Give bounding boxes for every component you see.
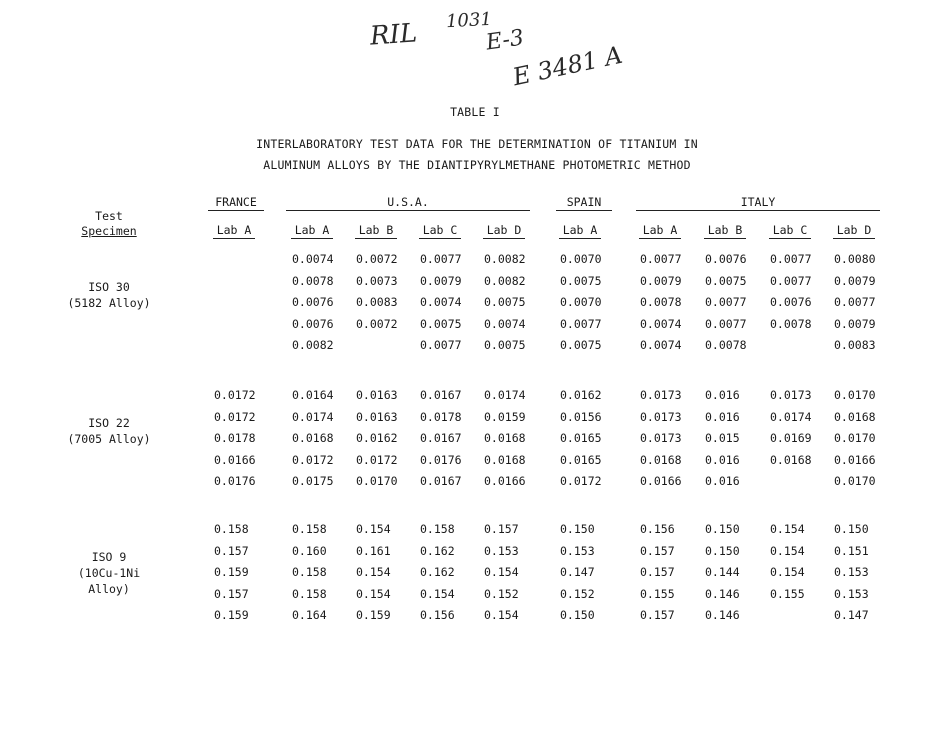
specimen-name: ISO 9 xyxy=(91,550,127,564)
table-cell: 0.0167 xyxy=(420,431,462,445)
table-cell: 0.0165 xyxy=(560,452,602,467)
table-cell: 0.0077 xyxy=(560,316,602,331)
table-cell: 0.157 xyxy=(640,565,675,579)
table-cell: 0.016 xyxy=(705,452,740,467)
table-cell: 0.0072 xyxy=(356,316,398,331)
table-cell: 0.0077 xyxy=(420,338,462,352)
table-cell: 0.155 xyxy=(770,586,805,601)
table-cell: 0.0168 xyxy=(640,452,682,467)
table-cell: 0.154 xyxy=(356,565,391,579)
table-cell: 0.0076 xyxy=(292,316,334,331)
table-cell: 0.157 xyxy=(214,543,249,558)
table-cell: 0.162 xyxy=(420,543,455,558)
table-cell: 0.0164 xyxy=(292,388,334,402)
specimen-name: ISO 22 xyxy=(88,416,130,430)
table-cell: 0.155 xyxy=(640,586,675,601)
table-cell: 0.147 xyxy=(834,608,869,622)
country-usa: U.S.A. xyxy=(387,195,429,209)
lab-header-underline-1 xyxy=(213,238,255,239)
table-cell: 0.0170 xyxy=(834,431,876,445)
table-cell: 0.0075 xyxy=(420,316,462,331)
table-cell: 0.153 xyxy=(834,565,869,579)
lab-header-10: Lab D xyxy=(836,223,872,237)
country-france-rule xyxy=(208,210,264,211)
table-cell: 0.154 xyxy=(484,608,519,622)
lab-header-underline-9 xyxy=(769,238,811,239)
lab-header-underline-5 xyxy=(483,238,525,239)
lab-header-5: Lab D xyxy=(486,223,522,237)
table-cell: 0.147 xyxy=(560,565,595,579)
lab-header-underline-7 xyxy=(639,238,681,239)
lab-header-underline-2 xyxy=(291,238,333,239)
table-cell: 0.0074 xyxy=(640,338,682,352)
table-cell: 0.150 xyxy=(560,608,595,622)
specimen-header-specimen xyxy=(64,223,154,239)
table-cell: 0.0178 xyxy=(420,409,462,424)
table-cell: 0.157 xyxy=(640,543,675,558)
table-cell: 0.0174 xyxy=(292,409,334,424)
table-cell: 0.0162 xyxy=(560,388,602,402)
table-cell: 0.0169 xyxy=(770,431,812,445)
table-cell: 0.0074 xyxy=(484,316,526,331)
table-cell: 0.0173 xyxy=(640,431,682,445)
table-cell: 0.016 xyxy=(705,474,740,488)
table-cell: 0.156 xyxy=(640,522,675,536)
table-cell: 0.0175 xyxy=(292,474,334,488)
table-cell: 0.0166 xyxy=(214,452,256,467)
lab-header-2: Lab A xyxy=(294,223,330,237)
handwritten-note-e3481a: E 3481 A xyxy=(510,40,625,92)
table-cell: 0.0163 xyxy=(356,409,398,424)
table-cell: 0.151 xyxy=(834,543,869,558)
table-cell: 0.0163 xyxy=(356,388,398,402)
table-cell: 0.144 xyxy=(705,565,740,579)
table-cell: 0.0083 xyxy=(356,295,398,309)
table-cell: 0.016 xyxy=(705,388,740,402)
country-italy: ITALY xyxy=(740,195,776,209)
table-cell: 0.0172 xyxy=(560,474,602,488)
table-cell: 0.0075 xyxy=(484,295,526,309)
table-cell: 0.0079 xyxy=(640,273,682,288)
table-cell: 0.015 xyxy=(705,431,740,445)
table-cell: 0.0168 xyxy=(770,452,812,467)
lab-header-underline-6 xyxy=(559,238,601,239)
lab-header-8: Lab B xyxy=(707,223,743,237)
lab-header-6: Lab A xyxy=(562,223,598,237)
table-cell: 0.0167 xyxy=(420,474,462,488)
table-cell: 0.146 xyxy=(705,608,740,622)
lab-header-9: Lab C xyxy=(772,223,808,237)
table-cell: 0.0070 xyxy=(560,252,602,266)
table-cell: 0.157 xyxy=(484,522,519,536)
lab-header-underline-3 xyxy=(355,238,397,239)
lab-header-7: Lab A xyxy=(642,223,678,237)
table-cell: 0.152 xyxy=(484,586,519,601)
table-cell: 0.154 xyxy=(356,522,391,536)
table-cell: 0.0174 xyxy=(770,409,812,424)
table-cell: 0.0077 xyxy=(640,252,682,266)
table-cell: 0.0075 xyxy=(560,338,602,352)
table-cell: 0.154 xyxy=(356,586,391,601)
table-cell: 0.0167 xyxy=(420,388,462,402)
table-cell: 0.0077 xyxy=(705,295,747,309)
table-cell: 0.154 xyxy=(770,522,805,536)
table-cell: 0.0076 xyxy=(292,295,334,309)
table-cell: 0.158 xyxy=(292,522,327,536)
country-usa-rule xyxy=(286,210,530,211)
table-cell: 0.0075 xyxy=(484,338,526,352)
table-cell: 0.157 xyxy=(214,586,249,601)
table-cell: 0.164 xyxy=(292,608,327,622)
table-cell: 0.158 xyxy=(420,522,455,536)
table-cell: 0.150 xyxy=(705,522,740,536)
table-cell: 0.0077 xyxy=(705,316,747,331)
table-cell: 0.0172 xyxy=(356,452,398,467)
table-cell: 0.0078 xyxy=(640,295,682,309)
table-cell: 0.0077 xyxy=(834,295,876,309)
table-cell: 0.0176 xyxy=(420,452,462,467)
lab-header-1: Lab A xyxy=(216,223,252,237)
table-cell: 0.0077 xyxy=(770,273,812,288)
table-title-line-1: INTERLABORATORY TEST DATA FOR THE DETERMINATION OF TITANIUM IN xyxy=(256,137,698,151)
table-cell: 0.154 xyxy=(420,586,455,601)
table-cell: 0.0170 xyxy=(356,474,398,488)
table-cell: 0.150 xyxy=(705,543,740,558)
table-cell: 0.154 xyxy=(770,543,805,558)
table-cell: 0.0170 xyxy=(834,474,876,488)
table-cell: 0.0173 xyxy=(640,388,682,402)
country-spain: SPAIN xyxy=(566,195,602,209)
lab-header-underline-10 xyxy=(833,238,875,239)
table-cell: 0.0077 xyxy=(770,252,812,266)
table-cell: 0.0173 xyxy=(640,409,682,424)
table-cell: 0.0078 xyxy=(292,273,334,288)
table-cell: 0.153 xyxy=(834,586,869,601)
table-cell: 0.0077 xyxy=(420,252,462,266)
lab-header-3: Lab B xyxy=(358,223,394,237)
specimen-header-test: Test xyxy=(95,209,123,223)
table-cell: 0.0168 xyxy=(484,431,526,445)
lab-header-underline-4 xyxy=(419,238,461,239)
table-cell: 0.154 xyxy=(770,565,805,579)
table-cell: 0.0075 xyxy=(705,273,747,288)
table-cell: 0.159 xyxy=(214,565,249,579)
table-cell: 0.0080 xyxy=(834,252,876,266)
table-cell: 0.0072 xyxy=(356,252,398,266)
table-cell: 0.0074 xyxy=(292,252,334,266)
table-cell: 0.0076 xyxy=(705,252,747,266)
table-cell: 0.0156 xyxy=(560,409,602,424)
handwritten-note-ril: RIL xyxy=(369,18,419,52)
table-cell: 0.0079 xyxy=(420,273,462,288)
lab-header-4: Lab C xyxy=(422,223,458,237)
table-cell: 0.0168 xyxy=(834,409,876,424)
table-cell: 0.0166 xyxy=(484,474,526,488)
table-cell: 0.0083 xyxy=(834,338,876,352)
table-cell: 0.0170 xyxy=(834,388,876,402)
table-cell: 0.0073 xyxy=(356,273,398,288)
table-cell: 0.0159 xyxy=(484,409,526,424)
table-cell: 0.150 xyxy=(834,522,869,536)
table-cell: 0.0178 xyxy=(214,431,256,445)
country-italy-rule xyxy=(636,210,880,211)
table-cell: 0.153 xyxy=(484,543,519,558)
table-cell: 0.0082 xyxy=(484,252,526,266)
table-cell: 0.0172 xyxy=(214,409,256,424)
table-cell: 0.0082 xyxy=(292,338,334,352)
table-cell: 0.152 xyxy=(560,586,595,601)
table-cell: 0.158 xyxy=(214,522,249,536)
table-cell: 0.0162 xyxy=(356,431,398,445)
specimen-alloy: (10Cu-1Ni Alloy) xyxy=(77,566,141,596)
table-cell: 0.0079 xyxy=(834,273,876,288)
table-cell: 0.0174 xyxy=(484,388,526,402)
handwritten-note-number: 1031 xyxy=(445,8,493,33)
table-cell: 0.146 xyxy=(705,586,740,601)
table-title-line-2: ALUMINUM ALLOYS BY THE DIANTIPYRYLMETHANE PHOTOMETRIC METHOD xyxy=(263,158,691,172)
specimen-alloy: (5182 Alloy) xyxy=(67,296,151,310)
specimen-name: ISO 30 xyxy=(88,280,130,294)
table-cell: 0.0165 xyxy=(560,431,602,445)
table-cell: 0.159 xyxy=(356,608,391,622)
table-cell: 0.158 xyxy=(292,565,327,579)
country-spain-rule xyxy=(556,210,612,211)
table-cell: 0.0082 xyxy=(484,273,526,288)
table-cell: 0.0078 xyxy=(705,338,747,352)
table-cell: 0.153 xyxy=(560,543,595,558)
table-cell: 0.0074 xyxy=(420,295,462,309)
table-cell: 0.162 xyxy=(420,565,455,579)
table-cell: 0.016 xyxy=(705,409,740,424)
table-cell: 0.154 xyxy=(484,565,519,579)
specimen-header-specimen-text: Specimen xyxy=(81,224,137,238)
table-cell: 0.0074 xyxy=(640,316,682,331)
table-cell: 0.0070 xyxy=(560,295,602,309)
table-cell: 0.0166 xyxy=(640,474,682,488)
table-cell: 0.0079 xyxy=(834,316,876,331)
table-cell: 0.159 xyxy=(214,608,249,622)
table-cell: 0.0168 xyxy=(292,431,334,445)
table-cell: 0.0173 xyxy=(770,388,812,402)
table-cell: 0.0166 xyxy=(834,452,876,467)
table-cell: 0.156 xyxy=(420,608,455,622)
country-france: FRANCE xyxy=(215,195,257,209)
table-cell: 0.157 xyxy=(640,608,675,622)
handwritten-note-e3: E-3 xyxy=(484,25,526,56)
table-cell: 0.0075 xyxy=(560,273,602,288)
table-cell: 0.161 xyxy=(356,543,391,558)
table-cell: 0.0172 xyxy=(214,388,256,402)
table-label: TABLE I xyxy=(450,105,500,119)
lab-header-underline-8 xyxy=(704,238,746,239)
table-cell: 0.0176 xyxy=(214,474,256,488)
table-cell: 0.0076 xyxy=(770,295,812,309)
table-cell: 0.150 xyxy=(560,522,595,536)
table-cell: 0.160 xyxy=(292,543,327,558)
table-cell: 0.158 xyxy=(292,586,327,601)
table-cell: 0.0078 xyxy=(770,316,812,331)
table-cell: 0.0172 xyxy=(292,452,334,467)
table-cell: 0.0168 xyxy=(484,452,526,467)
specimen-alloy: (7005 Alloy) xyxy=(67,432,151,446)
